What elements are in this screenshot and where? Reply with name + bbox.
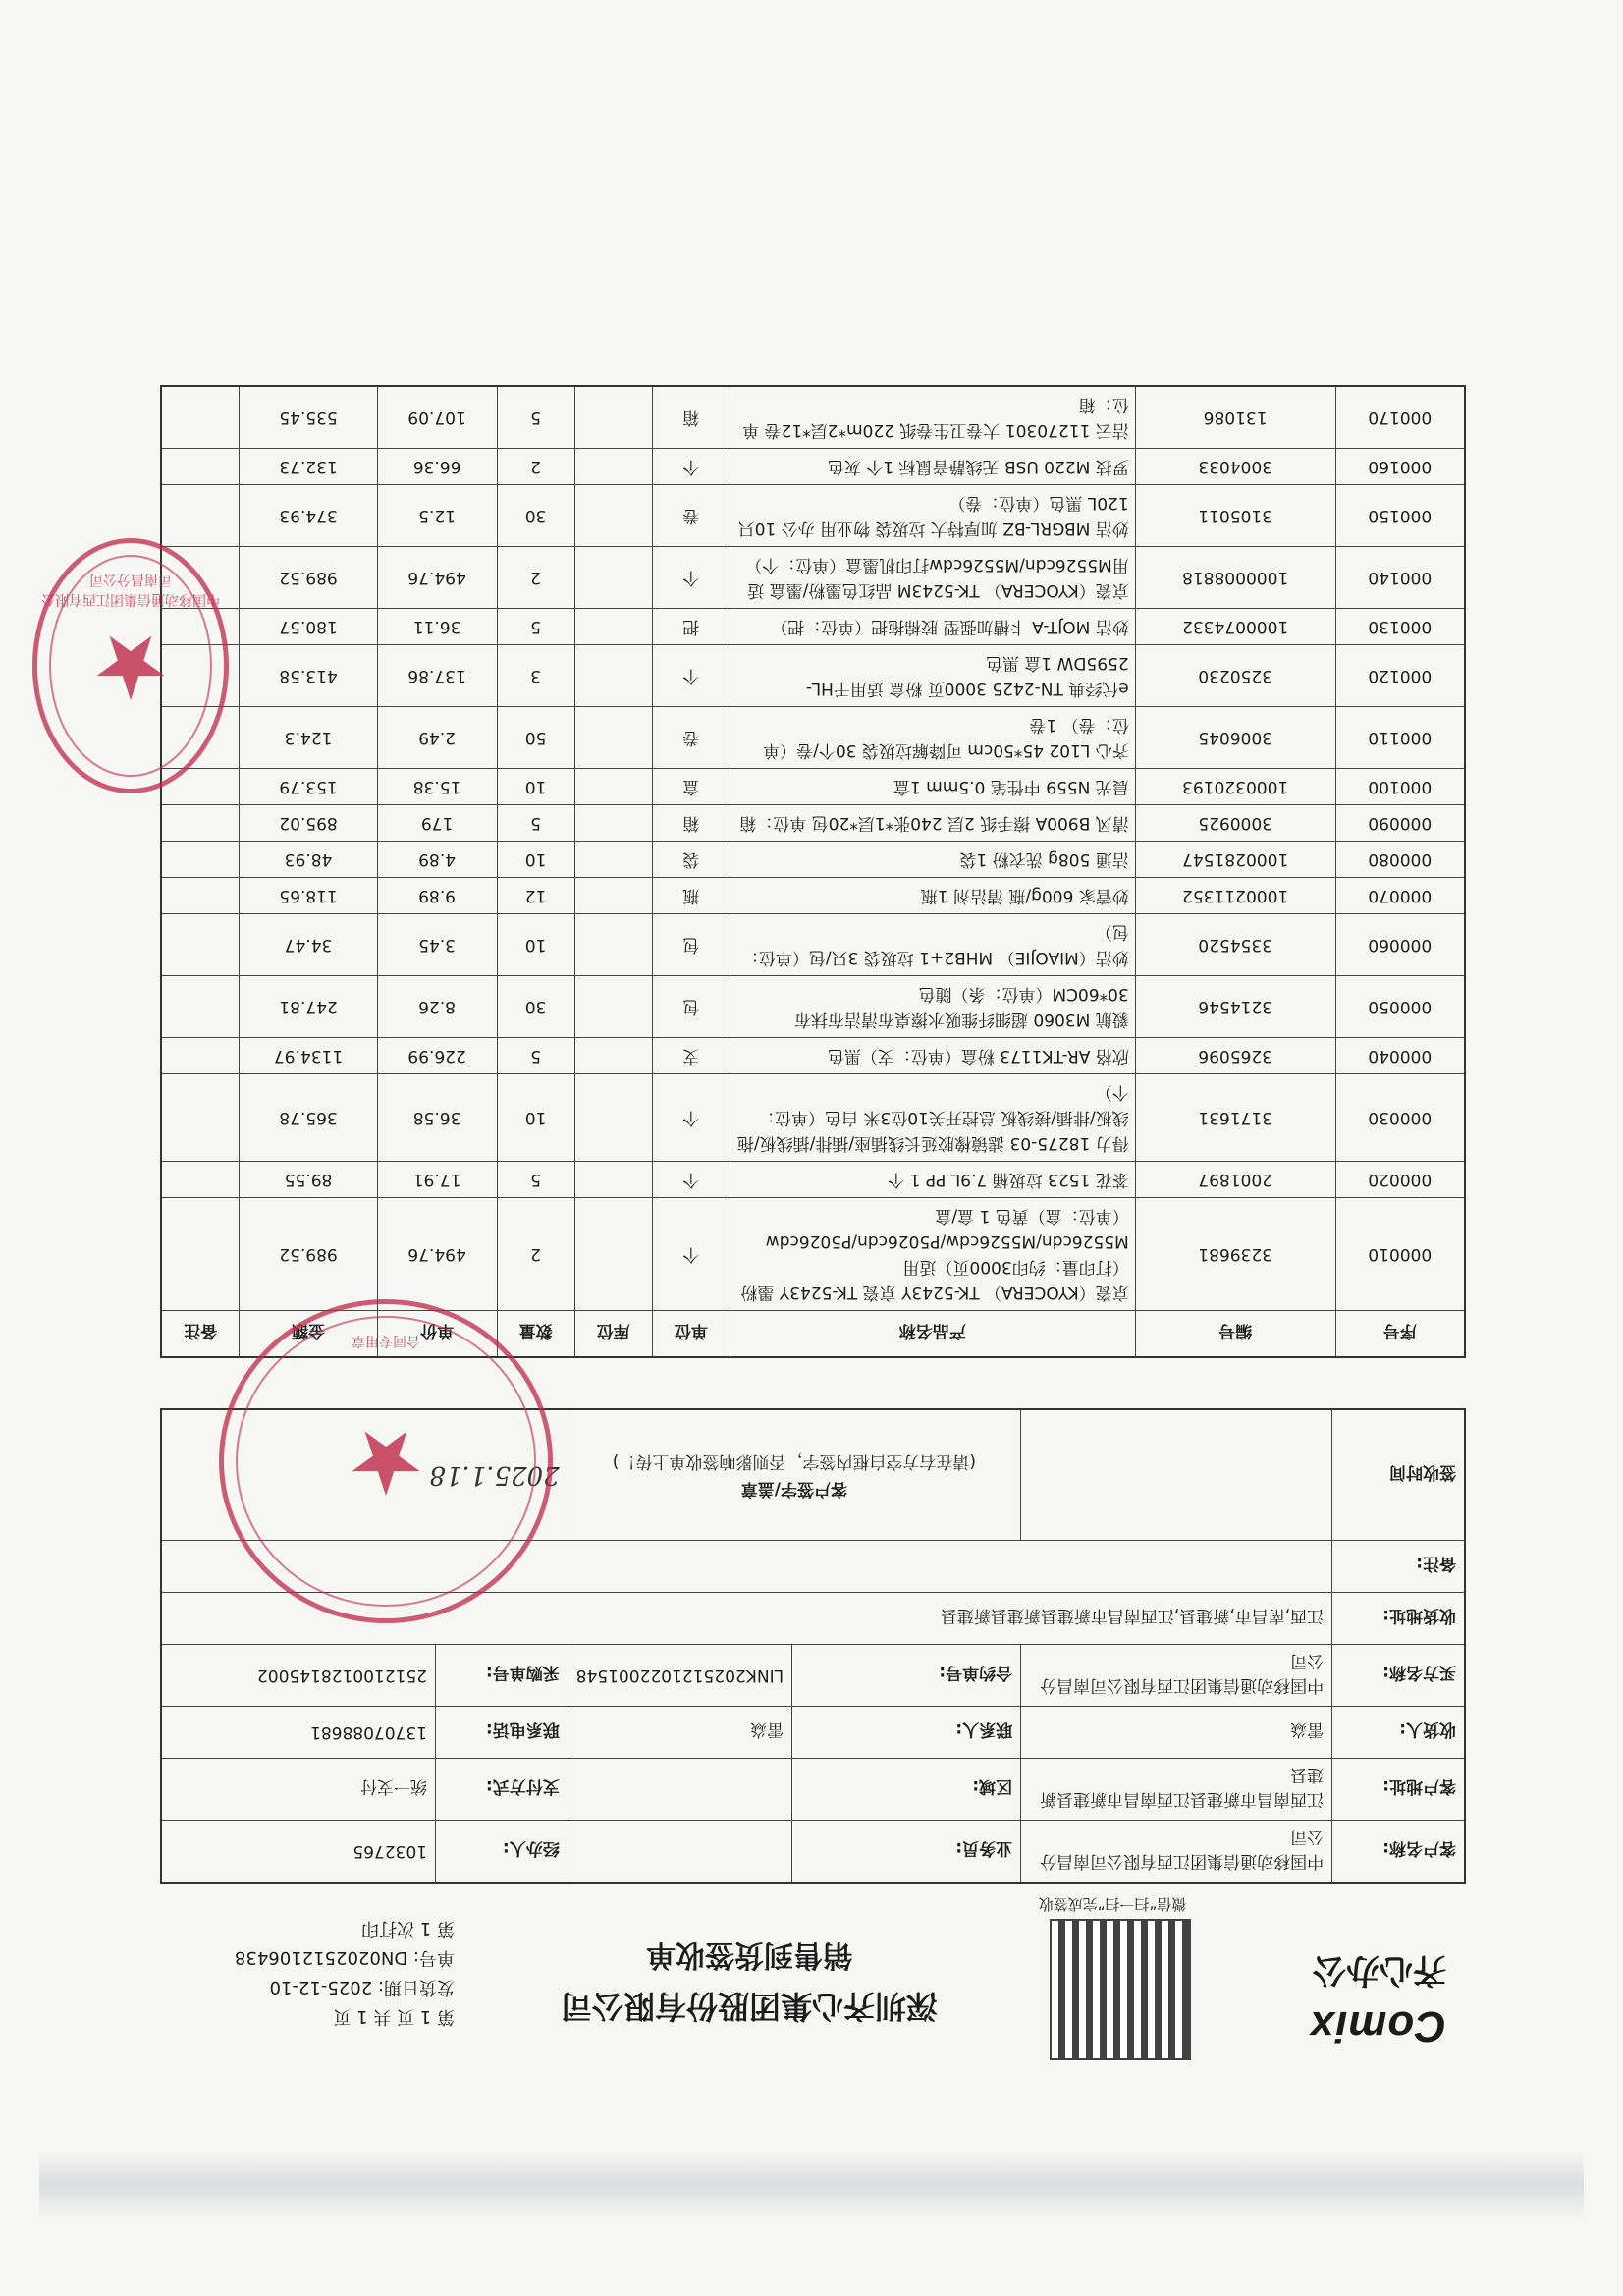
cell-code: 1000008818 bbox=[1135, 547, 1335, 609]
address-label: 客户地址: bbox=[1332, 1759, 1465, 1821]
cell-unit: 个 bbox=[652, 1198, 730, 1311]
cell-location bbox=[574, 914, 652, 976]
cell-amount: 535.45 bbox=[240, 386, 377, 449]
cell-seq: 000110 bbox=[1335, 707, 1465, 769]
cell-seq: 000150 bbox=[1335, 485, 1465, 547]
info-row bbox=[161, 1821, 1465, 1884]
info-row bbox=[161, 1759, 1465, 1821]
cell-product-name: 清风 B900A 擦手纸 2层 240张*1层*20包 单位：箱 bbox=[730, 805, 1135, 842]
cell-unit: 卷 bbox=[652, 485, 730, 547]
handler-label: 经办人: bbox=[436, 1821, 568, 1884]
cell-price: 107.09 bbox=[377, 386, 497, 449]
cell-unit: 支 bbox=[652, 1038, 730, 1074]
table-row bbox=[161, 485, 1465, 547]
cell-unit: 个 bbox=[652, 1162, 730, 1198]
cell-location bbox=[574, 1038, 652, 1074]
cell-amount: 895.02 bbox=[240, 805, 377, 842]
cell-product-name: 京瓷（KYOCERA） TK-5243Y 京瓷 TK-5243Y 墨粉（打印量：约印3000页）适用M5526cdn/M5526cdw/P5026cdn/P5026cdw（单位：盒）黄色 1 盒/盒 bbox=[730, 1198, 1135, 1311]
cell-code: 3354520 bbox=[1135, 914, 1335, 976]
info-row bbox=[161, 1707, 1465, 1759]
cell-product-name: 晨光 N559 中性笔 0.5mm 1盒 bbox=[730, 769, 1135, 805]
cell-code: 131086 bbox=[1135, 386, 1335, 449]
cell-code: 3105011 bbox=[1135, 485, 1335, 547]
cell-location bbox=[574, 1162, 652, 1198]
cell-product-name: 洁云 11270301 大卷卫生卷纸 220m*2层*12卷 单位：箱 bbox=[730, 386, 1135, 449]
seal-text: 中国移动通信集团江西有限公司南昌分公司 bbox=[41, 572, 220, 607]
cell-location bbox=[574, 842, 652, 878]
cell-qty: 5 bbox=[497, 609, 574, 645]
seal-star-icon: ★ bbox=[346, 1410, 426, 1513]
cell-amount: 989.52 bbox=[240, 1198, 377, 1311]
cell-location bbox=[574, 386, 652, 449]
cell-unit: 瓶 bbox=[652, 878, 730, 914]
cell-qty: 2 bbox=[497, 547, 574, 609]
cell-unit: 把 bbox=[652, 609, 730, 645]
cell-price: 66.36 bbox=[377, 449, 497, 485]
scan-artifact-bar bbox=[39, 2151, 1584, 2219]
phone-label: 联系电话: bbox=[436, 1707, 568, 1759]
col-amount: 金额 bbox=[240, 1311, 377, 1358]
cell-code: 3006045 bbox=[1135, 707, 1335, 769]
cell-price: 4.89 bbox=[377, 842, 497, 878]
cell-qty: 12 bbox=[497, 878, 574, 914]
cell-unit: 个 bbox=[652, 547, 730, 609]
cell-note bbox=[161, 1074, 240, 1162]
cell-seq: 000040 bbox=[1335, 1038, 1465, 1074]
cell-product-name: 齐心 L102 45*50cm 可降解垃圾袋 30个/卷（单位：卷） 1卷 bbox=[730, 707, 1135, 769]
qr-caption: 微信“扫一扫”完成签收 bbox=[1038, 1895, 1187, 1913]
cell-seq: 000020 bbox=[1335, 1162, 1465, 1198]
cell-price: 137.86 bbox=[377, 645, 497, 707]
cell-amount: 132.73 bbox=[240, 449, 377, 485]
cell-location bbox=[574, 769, 652, 805]
cell-amount: 180.57 bbox=[240, 609, 377, 645]
payment-label: 支付方式: bbox=[436, 1759, 568, 1821]
cell-location bbox=[574, 1198, 652, 1311]
cell-product-name: 京瓷（KYOCERA） TK-5243M 品红色墨粉/墨盒 适用M5526cdn/M5526cdw打印机墨盒（单位：个） bbox=[730, 547, 1135, 609]
handler-value: 1032765 bbox=[161, 1821, 436, 1884]
table-row bbox=[161, 707, 1465, 769]
po-value: 2512100128145002 bbox=[161, 1645, 436, 1707]
cell-note bbox=[161, 386, 240, 449]
col-seq: 序号 bbox=[1335, 1311, 1465, 1358]
ship-address-value: 江西,南昌市,新建县,江西南昌市新建县新建县新建县 bbox=[161, 1593, 1332, 1645]
contract-label: 合约单号: bbox=[792, 1645, 1021, 1707]
phone-value: 13707088681 bbox=[161, 1707, 436, 1759]
sign-note: (请在右方空白框内签字，否则影响签收单上传！) bbox=[612, 1451, 977, 1471]
cell-qty: 5 bbox=[497, 1162, 574, 1198]
cell-unit: 袋 bbox=[652, 842, 730, 878]
cell-qty: 2 bbox=[497, 1198, 574, 1311]
sign-time-label: 签收时间 bbox=[1332, 1409, 1465, 1541]
handwritten-signature: 2025.1.18 bbox=[429, 1460, 560, 1490]
contract-value: LINK2025121022001548 bbox=[568, 1645, 791, 1707]
cell-location bbox=[574, 707, 652, 769]
cell-location bbox=[574, 449, 652, 485]
document-meta bbox=[160, 1913, 455, 2031]
cell-product-name: 罗技 M220 USB 无线静音鼠标 1个 灰色 bbox=[730, 449, 1135, 485]
buyer-value: 中国移动通信集团江西有限公司南昌分公司 bbox=[1021, 1645, 1332, 1707]
contact-label: 联系人: bbox=[792, 1707, 1021, 1759]
cell-location bbox=[574, 805, 652, 842]
cell-note bbox=[161, 976, 240, 1038]
table-row bbox=[161, 842, 1465, 878]
cell-seq: 000030 bbox=[1335, 1074, 1465, 1162]
cell-seq: 000090 bbox=[1335, 805, 1465, 842]
cell-qty: 10 bbox=[497, 842, 574, 878]
table-row bbox=[161, 976, 1465, 1038]
cell-qty: 3 bbox=[497, 645, 574, 707]
cell-unit: 卷 bbox=[652, 707, 730, 769]
cell-unit: 箱 bbox=[652, 386, 730, 449]
receiver-value: 雷焱 bbox=[1021, 1707, 1332, 1759]
cell-unit: 个 bbox=[652, 449, 730, 485]
cell-note bbox=[161, 878, 240, 914]
cell-code: 1000320193 bbox=[1135, 769, 1335, 805]
cell-qty: 30 bbox=[497, 976, 574, 1038]
cell-product-name: 妙洁 MOJT-A 卡槽加强型 胶棉拖把（单位：把） bbox=[730, 609, 1135, 645]
table-row bbox=[161, 769, 1465, 805]
cell-seq: 000140 bbox=[1335, 547, 1465, 609]
cell-price: 494.76 bbox=[377, 547, 497, 609]
ship-date-value: 2025-12-10 bbox=[269, 1977, 373, 1997]
cell-product-name: 茶花 1523 垃圾桶 7.9L PP 1 个 bbox=[730, 1162, 1135, 1198]
cell-seq: 000170 bbox=[1335, 386, 1465, 449]
cell-unit: 盒 bbox=[652, 769, 730, 805]
cell-price: 12.5 bbox=[377, 485, 497, 547]
cell-price: 8.26 bbox=[377, 976, 497, 1038]
col-location: 库位 bbox=[574, 1311, 652, 1358]
cell-unit: 个 bbox=[652, 1074, 730, 1162]
cell-location bbox=[574, 485, 652, 547]
cell-note bbox=[161, 449, 240, 485]
col-qty: 数量 bbox=[497, 1311, 574, 1358]
cell-unit: 箱 bbox=[652, 805, 730, 842]
cell-location bbox=[574, 645, 652, 707]
table-row bbox=[161, 449, 1465, 485]
customer-name-label: 客户名称: bbox=[1332, 1821, 1465, 1884]
cell-qty: 10 bbox=[497, 914, 574, 976]
po-label: 采购单号: bbox=[436, 1645, 568, 1707]
seal-star-icon: ★ bbox=[90, 615, 171, 718]
cell-price: 36.11 bbox=[377, 609, 497, 645]
cell-amount: 118.65 bbox=[240, 878, 377, 914]
document-title: 销售到货签收单 bbox=[646, 1938, 852, 1972]
table-row bbox=[161, 1162, 1465, 1198]
cell-amount: 989.52 bbox=[240, 547, 377, 609]
cell-code: 3239681 bbox=[1135, 1198, 1335, 1311]
cell-code: 3250230 bbox=[1135, 645, 1335, 707]
cell-product-name: e代经典 TN-2425 3000页 粉盒 适用于HL-2595DW 1盒 黑色 bbox=[730, 645, 1135, 707]
items-table bbox=[160, 385, 1466, 1358]
cell-amount: 1134.97 bbox=[240, 1038, 377, 1074]
cell-note bbox=[161, 1162, 240, 1198]
table-row bbox=[161, 645, 1465, 707]
payment-value: 统一支付 bbox=[161, 1759, 436, 1821]
cell-seq: 000120 bbox=[1335, 645, 1465, 707]
cell-code: 3000925 bbox=[1135, 805, 1335, 842]
cell-unit: 个 bbox=[652, 645, 730, 707]
cell-note bbox=[161, 1038, 240, 1074]
company-logo bbox=[1279, 1949, 1446, 2050]
table-row bbox=[161, 878, 1465, 914]
ship-address-label: 收货地址: bbox=[1332, 1593, 1465, 1645]
cell-product-name: 妙洁（MIAOJIE） MHB2+1 垃圾袋 3只/包（单位：包） bbox=[730, 914, 1135, 976]
cell-seq: 000160 bbox=[1335, 449, 1465, 485]
cell-seq: 000070 bbox=[1335, 878, 1465, 914]
seal-text: 合同专用章 bbox=[352, 1333, 420, 1348]
cell-amount: 365.78 bbox=[240, 1074, 377, 1162]
cell-code: 3265096 bbox=[1135, 1038, 1335, 1074]
cell-code: 3004033 bbox=[1135, 449, 1335, 485]
cell-code: 1000074332 bbox=[1135, 609, 1335, 645]
cell-seq: 000100 bbox=[1335, 769, 1465, 805]
table-row bbox=[161, 547, 1465, 609]
cell-qty: 30 bbox=[497, 485, 574, 547]
cell-amount: 247.81 bbox=[240, 976, 377, 1038]
sign-title: 客户签字/盖章 bbox=[740, 1479, 848, 1499]
order-number bbox=[160, 1942, 455, 1972]
table-row bbox=[161, 1038, 1465, 1074]
company-name: 深圳齐心集团股份有限公司 bbox=[561, 1988, 939, 2025]
cell-price: 179 bbox=[377, 805, 497, 842]
cell-code: 3171631 bbox=[1135, 1074, 1335, 1162]
ship-date-label: 发货日期: bbox=[377, 1977, 455, 1997]
salesman-label: 业务员: bbox=[792, 1821, 1021, 1884]
cell-amount: 34.47 bbox=[240, 914, 377, 976]
cell-price: 2.49 bbox=[377, 707, 497, 769]
customer-name-value: 中国移动通信集团江西有限公司南昌分公司 bbox=[1021, 1821, 1332, 1884]
cell-location bbox=[574, 878, 652, 914]
cell-amount: 413.58 bbox=[240, 645, 377, 707]
cell-qty: 5 bbox=[497, 805, 574, 842]
cell-amount: 374.93 bbox=[240, 485, 377, 547]
table-row bbox=[161, 386, 1465, 449]
contact-value: 雷焱 bbox=[568, 1707, 791, 1759]
cell-seq: 000060 bbox=[1335, 914, 1465, 976]
cell-location bbox=[574, 609, 652, 645]
cell-seq: 000080 bbox=[1335, 842, 1465, 878]
col-code: 编号 bbox=[1135, 1311, 1335, 1358]
order-number-label: 单号: bbox=[412, 1947, 455, 1968]
cell-price: 494.76 bbox=[377, 1198, 497, 1311]
table-row bbox=[161, 1198, 1465, 1311]
cell-qty: 5 bbox=[497, 386, 574, 449]
address-value: 江西南昌市新建县江西南昌市新建县新建县 bbox=[1021, 1759, 1332, 1821]
cell-price: 226.99 bbox=[377, 1038, 497, 1074]
cell-unit: 包 bbox=[652, 914, 730, 976]
cell-note bbox=[161, 805, 240, 842]
cell-seq: 000010 bbox=[1335, 1198, 1465, 1311]
contract-seal-stamp bbox=[219, 1299, 553, 1623]
cell-product-name: 得力 18275-03 滤镜橡胶延长线插座/插排/插线板/拖线板/排插/接线板 总控开关10位3米 白色（单位：个） bbox=[730, 1074, 1135, 1162]
cell-note bbox=[161, 842, 240, 878]
cell-unit: 包 bbox=[652, 976, 730, 1038]
cell-price: 36.58 bbox=[377, 1074, 497, 1162]
cell-note bbox=[161, 1198, 240, 1311]
remark-label: 备注: bbox=[1332, 1541, 1465, 1593]
sign-instruction bbox=[568, 1409, 1020, 1541]
cell-note bbox=[161, 914, 240, 976]
cell-price: 17.91 bbox=[377, 1162, 497, 1198]
items-body bbox=[161, 386, 1465, 1311]
cell-amount: 153.79 bbox=[240, 769, 377, 805]
cell-product-name: 妙洁 MBGRL-BZ 加厚特大 垃圾袋 物业用 办公 10只 120L 黑色（单位：卷） bbox=[730, 485, 1135, 547]
cell-code: 1000211352 bbox=[1135, 878, 1335, 914]
qr-code-icon[interactable] bbox=[1050, 1919, 1191, 2060]
cell-qty: 10 bbox=[497, 1074, 574, 1162]
region-label: 区域: bbox=[792, 1759, 1021, 1821]
ship-date bbox=[160, 1972, 455, 2001]
cell-seq: 000050 bbox=[1335, 976, 1465, 1038]
region-value bbox=[568, 1759, 791, 1821]
cell-price: 9.89 bbox=[377, 878, 497, 914]
col-unit: 单位 bbox=[652, 1311, 730, 1358]
cell-product-name: 欣格 AR-TK1173 粉盒（单位：支）黑色 bbox=[730, 1038, 1135, 1074]
cell-qty: 5 bbox=[497, 1038, 574, 1074]
cell-product-name: 妙管家 600g/瓶 清洁剂 1瓶 bbox=[730, 878, 1135, 914]
cell-code: 3214546 bbox=[1135, 976, 1335, 1038]
cell-seq: 000130 bbox=[1335, 609, 1465, 645]
table-row bbox=[161, 914, 1465, 976]
order-number-value: DN0202512106438 bbox=[234, 1947, 408, 1968]
cell-qty: 2 bbox=[497, 449, 574, 485]
cell-amount: 89.55 bbox=[240, 1162, 377, 1198]
print-count: 第 1 次打印 bbox=[361, 1918, 455, 1939]
cell-qty: 50 bbox=[497, 707, 574, 769]
cell-note bbox=[161, 485, 240, 547]
cell-location bbox=[574, 976, 652, 1038]
cell-location bbox=[574, 547, 652, 609]
cell-price: 3.45 bbox=[377, 914, 497, 976]
buyer-label: 买方名称: bbox=[1332, 1645, 1465, 1707]
table-row bbox=[161, 1074, 1465, 1162]
company-seal-stamp bbox=[32, 538, 229, 793]
logo-chinese: 齐心办公 bbox=[1313, 1950, 1446, 1990]
sign-time-value[interactable] bbox=[1021, 1409, 1332, 1541]
table-row bbox=[161, 805, 1465, 842]
cell-product-name: 毅航 M3060 超细纤维吸水擦桌布清洁布抹布 30*60CM（单位：条）随色 bbox=[730, 976, 1135, 1038]
cell-amount: 48.93 bbox=[240, 842, 377, 878]
page-info: 第 1 页 共 1 页 bbox=[333, 2006, 455, 2027]
info-row bbox=[161, 1645, 1465, 1707]
cell-code: 1000281547 bbox=[1135, 842, 1335, 878]
table-row bbox=[161, 609, 1465, 645]
cell-qty: 10 bbox=[497, 769, 574, 805]
col-price: 单价 bbox=[377, 1311, 497, 1358]
cell-location bbox=[574, 1074, 652, 1162]
receiver-label: 收货人: bbox=[1332, 1707, 1465, 1759]
salesman-value bbox=[568, 1821, 791, 1884]
document-header bbox=[170, 1874, 1446, 2070]
col-name: 产品名称 bbox=[730, 1311, 1135, 1358]
cell-product-name: 洁通 508g 洗衣粉 1袋 bbox=[730, 842, 1135, 878]
col-note: 备注 bbox=[161, 1311, 240, 1358]
logo-english: Comix bbox=[1309, 2002, 1446, 2050]
cell-price: 15.38 bbox=[377, 769, 497, 805]
document-title-block bbox=[543, 1937, 955, 2031]
cell-code: 2001897 bbox=[1135, 1162, 1335, 1198]
cell-amount: 124.3 bbox=[240, 707, 377, 769]
